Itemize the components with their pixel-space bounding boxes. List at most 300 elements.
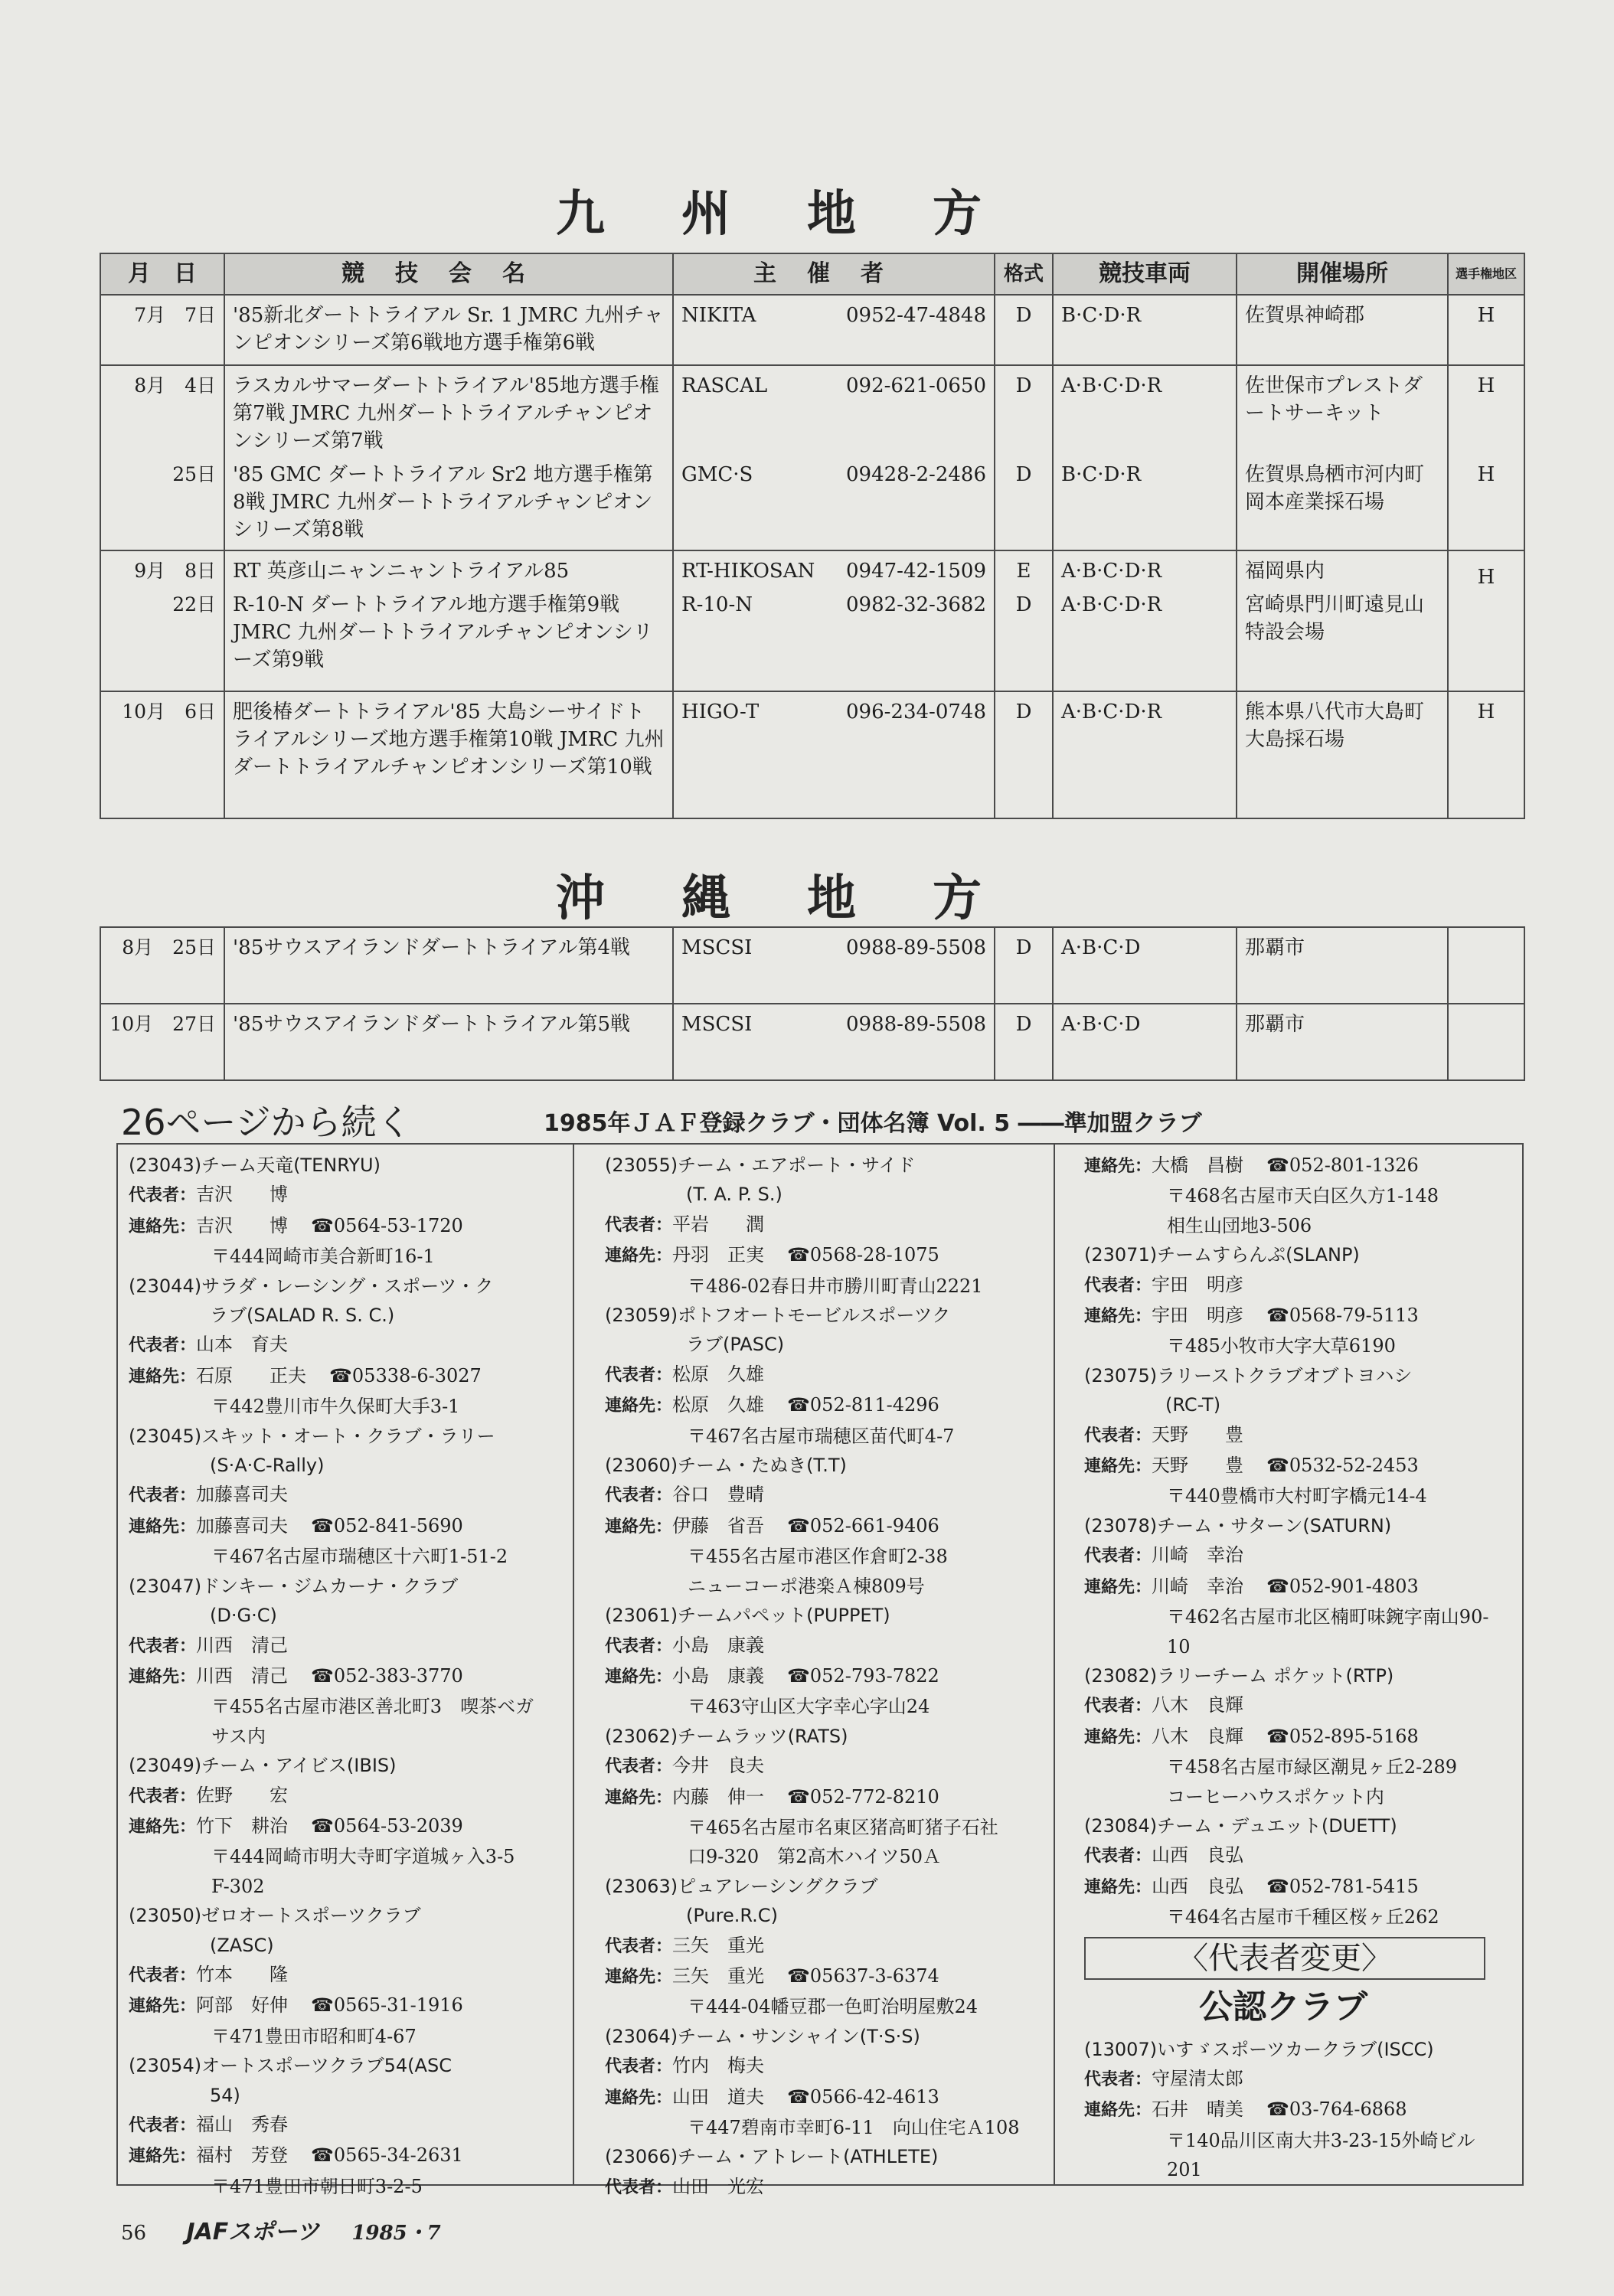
club-name: (23043)チーム天竜(TENRYU) — [129, 1155, 381, 1176]
address-line: 〒468名古屋市天白区久方1-148 — [1167, 1185, 1439, 1207]
address-line: 〒467名古屋市瑞穂区苗代町4-7 — [688, 1425, 955, 1447]
organizer-line — [681, 698, 986, 726]
address-line: 〒462名古屋市北区楠町味鋺字南山90- — [1167, 1606, 1489, 1628]
format-cell — [995, 295, 1053, 365]
representative-line — [605, 1631, 1057, 1661]
phone-number: ☎052-383-3770 — [311, 1664, 463, 1687]
representative-line — [605, 1360, 1057, 1390]
page-footer — [121, 2213, 441, 2246]
club-name: (23082)ラリーチーム ポケット(RTP) — [1084, 1664, 1394, 1687]
contact-name: 川西 清己 — [196, 1664, 289, 1687]
representative-name: 宇田 明彦 — [1152, 1273, 1244, 1295]
okinawa-schedule-table — [100, 926, 1525, 1081]
representative-name: 山西 良弘 — [1152, 1844, 1244, 1867]
representative-name: 竹内 梅夫 — [672, 2055, 765, 2077]
club-name: (23050)ゼロオートスポーツクラブ — [129, 1905, 421, 1927]
representative-label: 代表者： — [129, 1486, 197, 1506]
date-cell — [100, 295, 224, 365]
club-name: (23047)ドンキー・ジムカーナ・クラブ — [129, 1575, 459, 1597]
representative-line — [605, 1751, 1057, 1782]
organizer-name: MSCSI — [681, 1013, 753, 1036]
organizer-name: GMC·S — [681, 463, 753, 486]
contact-label: 連絡先： — [1084, 1457, 1152, 1477]
vehicle-classes: B·C·D·R — [1061, 304, 1142, 327]
representative-name: 天野 豊 — [1152, 1423, 1244, 1445]
vehicles-cell — [1053, 927, 1237, 1004]
organizer-line — [681, 461, 986, 488]
contact-line — [605, 1511, 1057, 1542]
phone-number: ☎0566-42-4613 — [787, 2085, 939, 2108]
club-name: 54) — [210, 2084, 240, 2106]
kyushu-title: 九州地方 — [556, 186, 1058, 243]
representative-name: 福山 秀春 — [196, 2114, 289, 2135]
header-organizer: 主催者 — [673, 253, 995, 295]
event-date: 10月 27日 — [109, 1013, 216, 1035]
club-name: (23062)チームラッツ(RATS) — [605, 1725, 848, 1747]
representative-label: 代表者： — [1084, 1847, 1152, 1867]
contact-line — [605, 1240, 1057, 1271]
area-cell — [1448, 1004, 1524, 1080]
phone-number: ☎05637-3-6374 — [787, 1965, 939, 1987]
representative-name: 山本 育夫 — [196, 1334, 289, 1356]
organizer-tel: 096-234-0748 — [846, 701, 986, 723]
club-name: (23059)ポトフオートモービルスポーツク — [605, 1305, 951, 1327]
address-line: 〒447碧南市幸町6-11 向山住宅Ａ108 — [688, 2117, 1020, 2138]
representative-name: 八木 良輝 — [1152, 1694, 1244, 1716]
address-line: 〒455名古屋市港区善北町3 喫茶ベガ — [211, 1696, 534, 1718]
contact-line — [1084, 2095, 1513, 2125]
representative-label: 代表者： — [605, 1215, 673, 1235]
organizer-tel: 0982-32-3682 — [846, 593, 986, 616]
club-name: (ZASC) — [210, 1934, 274, 1956]
championship-area: H — [1477, 463, 1495, 486]
event-format: D — [1015, 1013, 1032, 1036]
address-line: 〒444-04幡豆郡一色町治明屋敷24 — [688, 1996, 978, 2018]
organizer-cell — [673, 295, 995, 365]
representative-name: 守屋清太郎 — [1152, 2067, 1244, 2089]
event-format: D — [1015, 463, 1032, 486]
phone-number: ☎052-841-5690 — [311, 1514, 463, 1537]
address-line: 〒471豊田市昭和町4-67 — [211, 2025, 417, 2047]
organizer-line — [681, 591, 986, 619]
representative-line — [605, 2172, 1057, 2203]
representative-line — [1084, 1420, 1513, 1451]
event-date: 9月 8日 — [134, 560, 216, 582]
address-line: 〒444岡崎市明大寺町字道城ヶ入3-5 — [211, 1846, 515, 1868]
contact-label: 連絡先： — [605, 1788, 673, 1808]
address-line: 〒440豊橋市大村町字橋元14-4 — [1167, 1485, 1427, 1507]
club-entry — [129, 1422, 580, 1572]
header-format: 格式 — [995, 253, 1053, 295]
representative-label: 代表者： — [605, 1757, 673, 1777]
representative-label: 代表者： — [605, 1365, 673, 1385]
representative-label: 代表者： — [129, 1186, 197, 1206]
representative-name: 竹本 隆 — [196, 1963, 289, 1985]
address-line: 〒455名古屋市港区作倉町2-38 — [688, 1546, 948, 1568]
vehicles-cell — [1053, 550, 1237, 691]
contact-name: 宇田 明彦 — [1152, 1305, 1244, 1327]
club-name: (S·A·C-Rally) — [210, 1455, 325, 1477]
address-line: 〒467名古屋市瑞穂区十六町1-51-2 — [211, 1546, 508, 1568]
phone-number: ☎052-801-1326 — [1266, 1155, 1419, 1176]
organizer-name: MSCSI — [681, 936, 753, 959]
contact-label: 連絡先： — [605, 2088, 673, 2108]
club-name: (23063)ピュアレーシングクラブ — [605, 1875, 878, 1897]
event-venue: 宮崎県門川町遠見山特設会場 — [1245, 593, 1425, 644]
event-format: D — [1015, 304, 1032, 327]
club-entry — [605, 1151, 1057, 1301]
organizer-line — [681, 372, 986, 400]
event-name: 肥後椿ダートトライアル'85 大島シーサイドトライアルシリーズ地方選手権第10戦 JMRC 九州ダートトライアルチャンピオンシリーズ第10戦 — [233, 701, 665, 779]
area-cell — [1448, 295, 1524, 365]
championship-area: H — [1477, 304, 1495, 327]
club-entry — [1084, 1240, 1513, 1361]
club-name: (23045)スキット・オート・クラブ・ラリー — [129, 1425, 495, 1447]
event-name: '85サウスアイランドダートトライアル第5戦 — [233, 1013, 631, 1036]
representative-line — [605, 1480, 1057, 1511]
contact-name: 伊藤 省吾 — [672, 1514, 765, 1537]
event-venue: 佐賀県神崎郡 — [1245, 304, 1365, 327]
representative-label: 代表者： — [1084, 1697, 1152, 1716]
club-entry — [605, 1301, 1057, 1451]
contact-label: 連絡先： — [129, 1517, 197, 1537]
contact-label: 連絡先： — [1084, 1727, 1152, 1747]
representative-name: 加藤喜司夫 — [196, 1484, 289, 1506]
directory-subtitle: 1985年ＪＡＦ登録クラブ・団体名簿 Vol. 5 ――準加盟クラブ — [544, 1110, 1202, 1137]
contact-label: 連絡先： — [129, 1997, 197, 2017]
contact-line — [605, 1661, 1057, 1692]
phone-number: ☎052-895-5168 — [1266, 1725, 1419, 1747]
club-name: (RC-T) — [1165, 1394, 1221, 1416]
club-name: (23049)チーム・アイビス(IBIS) — [129, 1755, 397, 1777]
organizer-name: RASCAL — [681, 374, 768, 397]
phone-number: ☎0532-52-2453 — [1266, 1455, 1419, 1477]
contact-line — [129, 1991, 580, 2021]
phone-number: ☎0564-53-1720 — [311, 1214, 463, 1236]
event-venue: 那覇市 — [1245, 936, 1305, 959]
table-header-row — [100, 253, 1524, 295]
address-line: F-302 — [211, 1875, 265, 1897]
event-name: RT 英彦山ニャンニャントライアル85 — [233, 560, 570, 583]
club-name: (23066)チーム・アトレート(ATHLETE) — [605, 2146, 939, 2168]
header-area: 選手権地区 — [1448, 253, 1524, 295]
contact-line — [129, 1661, 580, 1692]
event-name: R-10-N ダートトライアル地方選手権第9戦 JMRC 九州ダートトライアルチャンピオンシリーズ第9戦 — [233, 593, 653, 671]
address-line: ニューコーポ港楽Ａ棟809号 — [688, 1575, 925, 1597]
phone-number: ☎05338-6-3027 — [329, 1364, 482, 1386]
address-line: 201 — [1167, 2159, 1202, 2181]
event-date: 8月 25日 — [122, 936, 216, 959]
venue-cell — [1237, 295, 1448, 365]
club-name: (23055)チーム・エアポート・サイド — [605, 1155, 916, 1176]
representative-label: 代表者： — [129, 1336, 197, 1356]
club-entry — [129, 1151, 580, 1272]
event-name-cell — [224, 365, 673, 550]
event-date: 22日 — [172, 593, 216, 616]
address-line: 〒140品川区南大井3-23-15外崎ビル — [1167, 2129, 1475, 2151]
phone-number: ☎052-793-7822 — [787, 1664, 939, 1687]
vehicle-classes: A·B·C·D·R — [1061, 701, 1162, 723]
contact-name: 丹羽 正実 — [672, 1244, 765, 1266]
contact-name: 山田 道夫 — [672, 2085, 765, 2108]
directory-column-2 — [605, 1151, 1057, 2203]
organizer-line — [681, 302, 986, 329]
header-event: 競技会名 — [224, 253, 673, 295]
club-name: (T. A. P. S.) — [686, 1184, 782, 1206]
representative-label: 代表者： — [605, 1486, 673, 1506]
format-cell — [995, 365, 1053, 550]
table-row — [100, 1004, 1524, 1080]
date-cell — [100, 365, 224, 550]
contact-name: 三矢 重光 — [672, 1965, 765, 1987]
contact-label: 連絡先： — [129, 1217, 197, 1236]
representative-name: 小島 康義 — [672, 1634, 765, 1656]
event-venue: 佐世保市プレストダートサーキット — [1245, 374, 1423, 425]
address-line: 〒464名古屋市千種区桜ヶ丘262 — [1167, 1906, 1439, 1929]
issue-date: 1985・7 — [351, 2222, 441, 2245]
contact-name: 吉沢 博 — [196, 1214, 289, 1236]
phone-number: ☎052-661-9406 — [787, 1514, 939, 1537]
phone-number: ☎0565-34-2631 — [311, 2144, 463, 2167]
representative-label: 代表者： — [129, 1786, 197, 1806]
event-name: '85サウスアイランドダートトライアル第4戦 — [233, 936, 631, 959]
address-line: 〒442豊川市牛久保町大手3-1 — [211, 1396, 460, 1418]
vehicle-classes: A·B·C·D — [1061, 936, 1141, 959]
contact-label: 連絡先： — [605, 1667, 673, 1687]
organizer-tel: 0952-47-4848 — [846, 304, 986, 327]
event-date: 7月 7日 — [134, 304, 216, 326]
table-row — [100, 927, 1524, 1004]
contact-line — [1084, 1872, 1513, 1902]
area-cell — [1448, 927, 1524, 1004]
contact-line — [129, 1211, 580, 1242]
club-name: (23044)サラダ・レーシング・スポーツ・ク — [129, 1275, 494, 1297]
contact-label: 連絡先： — [129, 1817, 197, 1837]
representative-line — [1084, 2064, 1513, 2095]
representative-name: 三矢 重光 — [672, 1934, 765, 1956]
address-line: コーヒーハウスポケット内 — [1167, 1785, 1384, 1808]
event-format: D — [1015, 593, 1032, 616]
club-name: ラブ(PASC) — [686, 1334, 785, 1356]
date-cell — [100, 1004, 224, 1080]
club-name: (23054)オートスポーツクラブ54(ASC — [129, 2055, 452, 2077]
representative-line — [129, 1960, 580, 1991]
representative-label: 代表者： — [129, 1965, 197, 1985]
club-name: (23084)チーム・デュエット(DUETT) — [1084, 1814, 1397, 1837]
championship-area: H — [1477, 374, 1495, 397]
contact-line — [605, 1782, 1057, 1813]
club-entry — [1084, 1361, 1513, 1511]
continued-from-label: 26ページから続く — [121, 1102, 412, 1143]
contact-line — [605, 1390, 1057, 1421]
representative-line — [605, 1931, 1057, 1961]
contact-line — [1084, 1151, 1513, 1181]
event-format: E — [1016, 560, 1031, 583]
organizer-tel: 0988-89-5508 — [846, 936, 986, 959]
address-line: 〒465名古屋市名東区猪高町猪子石社 — [688, 1816, 998, 1838]
contact-line — [1084, 1572, 1513, 1602]
phone-number: ☎052-811-4296 — [787, 1394, 939, 1416]
representative-label: 代表者： — [605, 1636, 673, 1656]
club-entry — [1084, 1151, 1513, 1240]
directory-column-1 — [129, 1151, 580, 2201]
column-divider — [573, 1145, 574, 2184]
representative-line — [129, 1330, 580, 1360]
club-directory — [116, 1143, 1524, 2197]
venue-cell — [1237, 550, 1448, 691]
club-name: (23078)チーム・サターン(SATURN) — [1084, 1514, 1392, 1537]
contact-name: 竹下 耕治 — [196, 1814, 289, 1837]
club-name: (23064)チーム・サンシャイン(T·S·S) — [605, 2025, 920, 2047]
contact-name: 大橋 昌樹 — [1152, 1155, 1244, 1176]
contact-name: 川崎 幸治 — [1152, 1575, 1244, 1597]
phone-number: ☎052-901-4803 — [1266, 1575, 1419, 1597]
organizer-line — [681, 557, 986, 585]
venue-cell — [1237, 365, 1448, 550]
representative-change-heading: 〈代表者変更〉 — [1084, 1937, 1485, 1980]
club-name: (23060)チーム・たぬき(T.T) — [605, 1455, 847, 1477]
address-line: 口9-320 第2高木ハイツ50Ａ — [688, 1846, 941, 1868]
representative-name: 川西 清己 — [196, 1634, 289, 1656]
organizer-cell — [673, 927, 995, 1004]
address-line: 〒463守山区大字幸心字山24 — [688, 1696, 930, 1718]
club-entry — [605, 2142, 1057, 2203]
representative-line — [129, 1631, 580, 1661]
event-name-cell — [224, 1004, 673, 1080]
contact-label: 連絡先： — [605, 1967, 673, 1987]
contact-name: 加藤喜司夫 — [196, 1514, 289, 1537]
representative-line — [605, 1210, 1057, 1240]
club-entry — [129, 1901, 580, 2051]
header-venue: 開催場所 — [1237, 253, 1448, 295]
organizer-line — [681, 1011, 986, 1038]
club-entry — [605, 1872, 1057, 2022]
contact-label: 連絡先： — [1084, 1157, 1152, 1176]
vehicles-cell — [1053, 691, 1237, 818]
contact-label: 連絡先： — [1084, 1577, 1152, 1597]
table-row — [100, 365, 1524, 550]
club-name: ラブ(SALAD R. S. C.) — [210, 1305, 395, 1327]
event-date: 10月 6日 — [122, 701, 216, 723]
representative-name: 今井 良夫 — [672, 1755, 765, 1777]
phone-number: ☎052-781-5415 — [1266, 1875, 1419, 1897]
club-name: (D·G·C) — [210, 1605, 277, 1627]
contact-label: 連絡先： — [1084, 2101, 1152, 2121]
vehicle-classes: A·B·C·D·R — [1061, 374, 1162, 397]
vehicles-cell — [1053, 365, 1237, 550]
event-venue: 福岡県内 — [1245, 560, 1325, 583]
phone-number: ☎052-772-8210 — [787, 1785, 939, 1808]
address-line: サス内 — [211, 1725, 266, 1747]
contact-label: 連絡先： — [1084, 1307, 1152, 1327]
event-name-cell — [224, 927, 673, 1004]
representative-line — [129, 2110, 580, 2141]
directory-heading-bar — [100, 1095, 1524, 1143]
contact-line — [605, 2082, 1057, 2113]
representative-name: 谷口 豊晴 — [672, 1484, 765, 1506]
address-line: 〒458名古屋市緑区潮見ヶ丘2-289 — [1167, 1756, 1457, 1778]
event-format: D — [1015, 936, 1032, 959]
event-name: '85 GMC ダートトライアル Sr2 地方選手権第8戦 JMRC 九州ダートトライアルチャンピオンシリーズ第8戦 — [233, 463, 653, 541]
representative-label: 代表者： — [129, 1636, 197, 1656]
organizer-line — [681, 934, 986, 962]
organizer-cell — [673, 550, 995, 691]
area-cell — [1448, 365, 1524, 550]
organizer-name: NIKITA — [681, 304, 756, 327]
vehicle-classes: B·C·D·R — [1061, 463, 1142, 486]
contact-label: 連絡先： — [129, 1367, 197, 1386]
phone-number: ☎0565-31-1916 — [311, 1994, 463, 2017]
address-line: 〒485小牧市大字大草6190 — [1167, 1335, 1396, 1357]
event-name-cell — [224, 295, 673, 365]
format-cell — [995, 550, 1053, 691]
club-entry — [1084, 1811, 1513, 1932]
club-entry — [129, 2051, 580, 2201]
phone-number: ☎0568-79-5113 — [1266, 1305, 1419, 1327]
event-name-cell — [224, 691, 673, 818]
address-line: 〒471豊田市朝日町3-2-5 — [211, 2175, 423, 2197]
contact-line — [129, 1511, 580, 1542]
representative-line — [129, 1480, 580, 1511]
event-name: ラスカルサマーダートトライアル'85地方選手権第7戦 JMRC 九州ダートトライアルチャンピオンシリーズ第7戦 — [233, 374, 659, 452]
event-date: 8月 4日 — [134, 374, 216, 397]
table-row — [100, 295, 1524, 365]
event-date: 25日 — [172, 463, 216, 485]
representative-label: 代表者： — [1084, 1275, 1152, 1295]
contact-label: 連絡先： — [605, 1396, 673, 1416]
contact-name: 内藤 伸一 — [672, 1785, 765, 1808]
magazine-logo: JAFスポーツ — [186, 2219, 320, 2245]
contact-line — [129, 1811, 580, 1842]
contact-name: 天野 豊 — [1152, 1455, 1244, 1477]
representative-name: 吉沢 博 — [196, 1184, 289, 1206]
contact-label: 連絡先： — [605, 1517, 673, 1537]
representative-name: 川崎 幸治 — [1152, 1544, 1244, 1566]
representative-label: 代表者： — [1084, 1426, 1152, 1445]
event-name-cell — [224, 550, 673, 691]
contact-name: 松原 久雄 — [672, 1394, 765, 1416]
organizer-name: R-10-N — [681, 593, 753, 616]
club-entry — [1084, 2035, 1513, 2185]
contact-name: 小島 康義 — [672, 1664, 765, 1687]
contact-name: 福村 芳登 — [196, 2144, 289, 2167]
club-name: (13007)いすゞスポーツカークラブ(ISCC) — [1084, 2038, 1434, 2060]
event-venue: 佐賀県鳥栖市河内町岡本産業採石場 — [1245, 463, 1425, 514]
contact-line — [1084, 1722, 1513, 1752]
format-cell — [995, 691, 1053, 818]
representative-name: 山田 光宏 — [672, 2175, 765, 2197]
directory-column-3 — [1084, 1151, 1513, 2185]
format-cell — [995, 927, 1053, 1004]
representative-line — [1084, 1840, 1513, 1871]
organizer-tel: 0947-42-1509 — [846, 560, 986, 583]
vehicle-classes: A·B·C·D·R — [1061, 593, 1162, 616]
phone-number: ☎0568-28-1075 — [787, 1244, 939, 1266]
organizer-name: HIGO-T — [681, 701, 760, 723]
venue-cell — [1237, 691, 1448, 818]
table-row — [100, 550, 1524, 691]
event-venue: 那覇市 — [1245, 1013, 1305, 1036]
contact-line — [129, 2141, 580, 2171]
representative-name: 松原 久雄 — [672, 1363, 765, 1385]
representative-label: 代表者： — [605, 2177, 673, 2197]
club-name: (23071)チームすらんぷ(SLANP) — [1084, 1244, 1360, 1266]
contact-name: 八木 良輝 — [1152, 1725, 1244, 1747]
contact-name: 石井 晴美 — [1152, 2098, 1244, 2121]
representative-name: 佐野 宏 — [196, 1784, 289, 1806]
club-entry — [1084, 1661, 1513, 1811]
championship-area: H — [1477, 701, 1495, 723]
